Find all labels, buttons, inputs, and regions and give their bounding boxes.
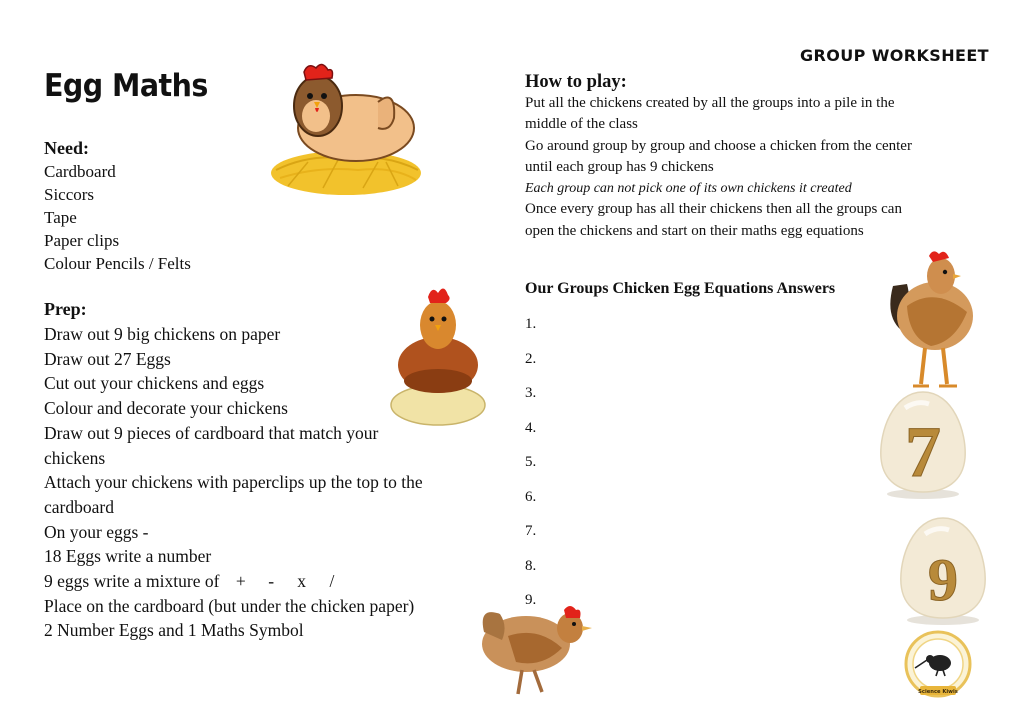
egg-seven-illustration bbox=[877, 388, 969, 500]
answer-number: 9. bbox=[525, 592, 537, 608]
egg-nine-number: 9 bbox=[928, 547, 958, 613]
logo-text: Science Kiwis bbox=[918, 688, 958, 695]
times-symbol: x bbox=[297, 571, 306, 592]
prep-line: Draw out 27 Eggs bbox=[44, 348, 171, 369]
need-section bbox=[44, 137, 191, 275]
prep-line: cardboard bbox=[44, 496, 114, 517]
answers-heading: Our Groups Chicken Egg Equations Answers bbox=[525, 280, 836, 297]
need-item: Siccors bbox=[44, 185, 95, 204]
how-to-play-line: Put all the chickens created by all the groups into a pile in the bbox=[525, 95, 895, 111]
how-to-play-section bbox=[525, 71, 995, 242]
science-kiwis-logo bbox=[903, 630, 973, 700]
answer-number: 2. bbox=[525, 350, 537, 367]
prep-line: Draw out 9 big chickens on paper bbox=[44, 324, 281, 344]
answer-number: 7. bbox=[525, 523, 537, 539]
answer-number: 3. bbox=[525, 385, 537, 401]
prep-line: 2 Number Eggs and 1 Maths Symbol bbox=[44, 620, 304, 641]
prep-line: On your eggs - bbox=[44, 521, 149, 542]
prep-section bbox=[44, 297, 423, 643]
worksheet-label: GROUP WORKSHEET bbox=[800, 46, 989, 65]
minus-symbol: - bbox=[268, 571, 275, 592]
prep-line: Place on the cardboard (but under the chicken paper) bbox=[44, 595, 415, 616]
how-to-play-line: open the chickens and start on their maths egg equations bbox=[525, 222, 864, 239]
need-heading: Need: bbox=[44, 138, 89, 158]
prep-line: Draw out 9 pieces of cardboard that match your bbox=[44, 422, 379, 443]
prep-line: Attach your chickens with paperclips up the top to the bbox=[44, 472, 423, 493]
page-title: Egg Maths bbox=[44, 68, 208, 104]
answer-number: 8. bbox=[525, 557, 537, 574]
answers-list bbox=[525, 315, 536, 626]
prep-line: Colour and decorate your chickens bbox=[44, 398, 288, 419]
answer-number: 1. bbox=[525, 316, 537, 332]
divide-symbol: / bbox=[329, 571, 335, 592]
prep-line: chickens bbox=[44, 447, 106, 468]
egg-nine-illustration bbox=[897, 514, 989, 626]
prep-line: Cut out your chickens and eggs bbox=[44, 373, 265, 394]
answer-number: 5. bbox=[525, 454, 537, 470]
plus-symbol: + bbox=[235, 571, 246, 592]
egg-seven-number: 7 bbox=[905, 412, 941, 492]
how-to-play-line: until each group has 9 chickens bbox=[525, 158, 714, 175]
walking-hen-illustration bbox=[478, 596, 596, 700]
need-item: Cardboard bbox=[44, 162, 116, 181]
how-to-play-heading: How to play: bbox=[525, 72, 627, 92]
how-to-play-line: Once every group has all their chickens then all the groups can bbox=[525, 201, 902, 218]
symbols-lead-text: 9 eggs write a mixture of bbox=[44, 571, 220, 592]
sitting-hen-illustration bbox=[388, 283, 488, 428]
how-to-play-note: Each group can not pick one of its own chickens it created bbox=[525, 181, 852, 197]
prep-line: 18 Eggs write a number bbox=[44, 546, 212, 567]
need-item: Tape bbox=[44, 208, 77, 227]
answer-number: 6. bbox=[525, 488, 537, 505]
need-item: Colour Pencils / Felts bbox=[44, 254, 191, 273]
how-to-play-line: Go around group by group and choose a chicken from the center bbox=[525, 137, 912, 154]
hen-on-nest-illustration bbox=[268, 58, 423, 200]
answer-number: 4. bbox=[525, 419, 537, 436]
prep-heading: Prep: bbox=[44, 299, 87, 319]
how-to-play-line: middle of the class bbox=[525, 116, 638, 133]
need-item: Paper clips bbox=[44, 231, 120, 250]
prep-symbols-line bbox=[44, 569, 423, 594]
standing-hen-illustration bbox=[885, 246, 980, 391]
